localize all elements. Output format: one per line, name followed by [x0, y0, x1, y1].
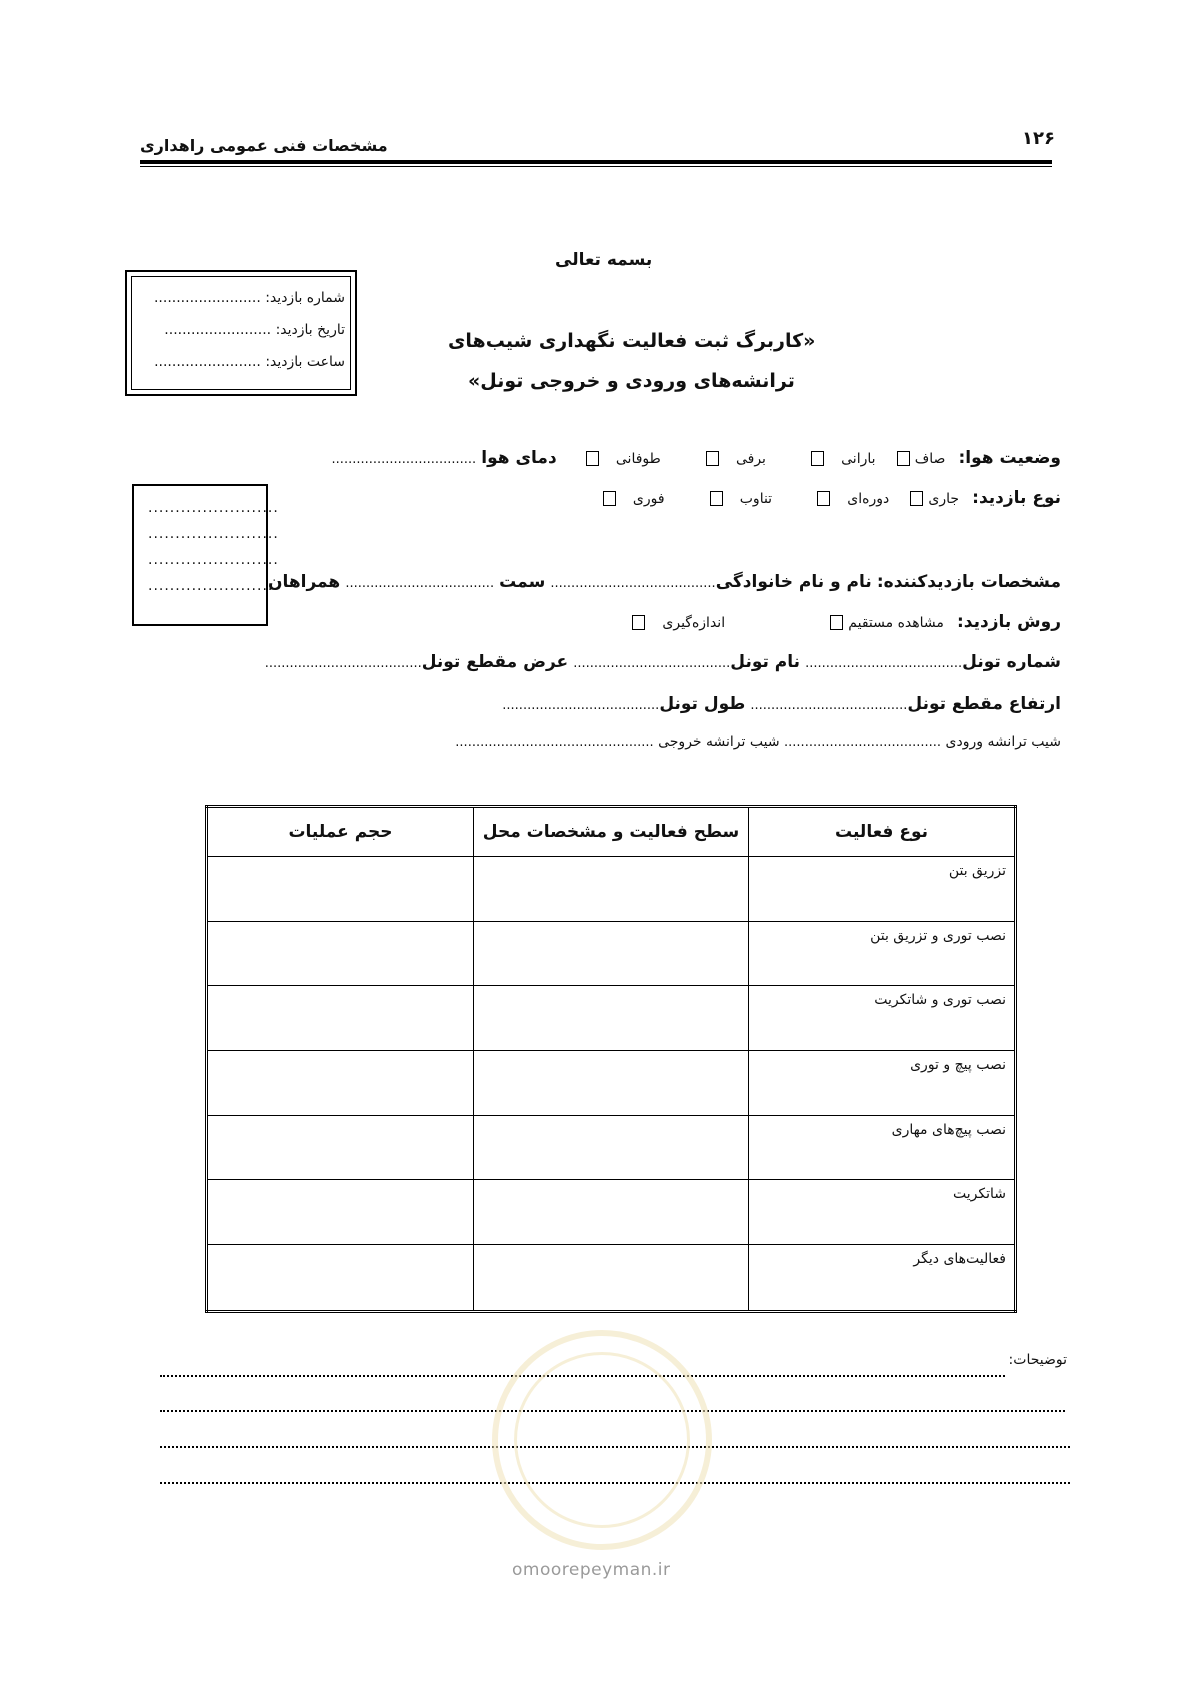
- visit-time-blank[interactable]: ........................: [154, 354, 261, 370]
- weather-row: [332, 448, 1061, 468]
- visit-type-label: نوع بازدید:: [972, 488, 1061, 508]
- tunnel-row-1: [265, 652, 1061, 672]
- operation-volume-cell[interactable]: [207, 921, 474, 986]
- table-row: [207, 1115, 1016, 1180]
- weather-stormy-checkbox[interactable]: [586, 451, 599, 466]
- activity-level-cell[interactable]: [473, 921, 748, 986]
- method-label: روش بازدید:: [956, 612, 1061, 632]
- visit-type-current-checkbox[interactable]: [910, 491, 923, 506]
- visit-date-row: [164, 322, 345, 338]
- weather-label: وضعیت هوا:: [958, 448, 1061, 468]
- watermark-text: omoorepeyman.ir: [512, 1560, 671, 1580]
- visit-type-row: [603, 488, 1061, 508]
- tunnel-height-blank[interactable]: ......................................: [750, 698, 908, 713]
- side-note-line[interactable]: ........................: [148, 578, 279, 594]
- activity-table: [205, 805, 1017, 1313]
- exit-slope-blank[interactable]: ................................................: [455, 735, 654, 750]
- tunnel-width-blank[interactable]: ......................................: [264, 656, 422, 671]
- visit-type-urgent-checkbox[interactable]: [603, 491, 616, 506]
- weather-rainy-checkbox[interactable]: [811, 451, 824, 466]
- inspector-name-blank[interactable]: ........................................: [550, 576, 716, 591]
- method-direct: مشاهده مستقیم: [848, 615, 944, 631]
- page-number: ۱۲۶: [1022, 128, 1055, 149]
- activity-level-cell[interactable]: [473, 1245, 748, 1312]
- activity-name: شاتکریت: [749, 1180, 1016, 1245]
- method-measurement-checkbox[interactable]: [632, 615, 645, 630]
- table-row: [207, 1051, 1016, 1116]
- temperature-label: دمای هوا: [481, 448, 557, 468]
- method-row: [632, 612, 1061, 632]
- visit-time-row: [154, 354, 345, 370]
- side-note-line[interactable]: ........................: [148, 500, 279, 516]
- visit-type-interval-checkbox[interactable]: [710, 491, 723, 506]
- inspector-label: مشخصات بازدیدکننده:: [876, 572, 1061, 592]
- activity-level-cell[interactable]: [473, 1180, 748, 1245]
- entry-slope-label: شیب ترانشه ورودی: [945, 734, 1061, 750]
- visit-info-box: [125, 270, 357, 396]
- watermark-seal: [492, 1330, 712, 1550]
- table-row: [207, 986, 1016, 1051]
- activity-level-cell[interactable]: [473, 986, 748, 1051]
- exit-slope-label: شیب ترانشه خروجی: [658, 734, 780, 750]
- activity-name: تزریق بتن: [749, 857, 1016, 922]
- side-note-line[interactable]: ........................: [148, 552, 279, 568]
- inspector-position-blank[interactable]: ....................................: [345, 576, 495, 591]
- operation-volume-cell[interactable]: [207, 1245, 474, 1312]
- activity-name: نصب توری و تزریق بتن: [749, 921, 1016, 986]
- entry-slope-blank[interactable]: ......................................: [784, 735, 942, 750]
- weather-option-snowy: برفی: [735, 451, 766, 467]
- form-title-line1: «کاربرگ ثبت فعالیت نگهداری شیب‌های: [448, 330, 816, 352]
- visit-number-label: شماره بازدید:: [265, 290, 345, 306]
- notes-label: توضیحات:: [1008, 1352, 1067, 1368]
- table-row: [207, 1180, 1016, 1245]
- table-row: [207, 857, 1016, 922]
- tunnel-height-label: ارتفاع مقطع تونل: [907, 694, 1061, 714]
- operation-volume-cell[interactable]: [207, 1115, 474, 1180]
- slope-row: [455, 734, 1061, 750]
- form-title-line2: ترانشه‌های ورودی و خروجی تونل»: [468, 370, 795, 392]
- weather-snowy-checkbox[interactable]: [706, 451, 719, 466]
- header-activity-level: سطح فعالیت و مشخصات محل: [473, 807, 748, 857]
- header-rule-thin: [140, 166, 1052, 167]
- visit-date-blank[interactable]: ........................: [164, 322, 272, 338]
- visit-type-urgent: فوری: [632, 491, 665, 507]
- inspector-name-label: نام و نام خانوادگی: [715, 572, 872, 592]
- activity-name: فعالیت‌های دیگر: [749, 1245, 1016, 1312]
- tunnel-name-blank[interactable]: ......................................: [573, 656, 731, 671]
- visit-type-interval: تناوب: [739, 491, 773, 507]
- method-direct-checkbox[interactable]: [830, 615, 843, 630]
- visit-type-periodic-checkbox[interactable]: [817, 491, 830, 506]
- table-row: [207, 921, 1016, 986]
- operation-volume-cell[interactable]: [207, 1180, 474, 1245]
- activity-name: نصب پیچ و توری: [749, 1051, 1016, 1116]
- tunnel-width-label: عرض مقطع تونل: [421, 652, 569, 672]
- method-measurement: اندازه‌گیری: [662, 615, 726, 631]
- side-note-line[interactable]: ........................: [148, 526, 279, 542]
- tunnel-number-blank[interactable]: ......................................: [805, 656, 963, 671]
- tunnel-length-label: طول تونل: [659, 694, 746, 714]
- activity-name: نصب پیچ‌های مهاری: [749, 1115, 1016, 1180]
- visit-type-current: جاری: [928, 491, 960, 507]
- tunnel-length-blank[interactable]: ......................................: [502, 698, 660, 713]
- weather-option-rainy: بارانی: [841, 451, 876, 467]
- visit-number-row: [154, 290, 345, 306]
- table-row: [207, 1245, 1016, 1312]
- side-note-box: [132, 484, 279, 626]
- basmala: بسمه تعالی: [555, 250, 653, 270]
- visit-type-periodic: دوره‌ای: [847, 491, 890, 507]
- header-activity-type: نوع فعالیت: [749, 807, 1016, 857]
- activity-level-cell[interactable]: [473, 1051, 748, 1116]
- inspector-companions-label: همراهان: [267, 572, 341, 592]
- tunnel-name-label: نام تونل: [730, 652, 801, 672]
- visit-number-blank[interactable]: ........................: [153, 290, 261, 306]
- activity-level-cell[interactable]: [473, 857, 748, 922]
- inspector-row: [268, 572, 1061, 592]
- weather-option-stormy: طوفانی: [615, 451, 661, 467]
- weather-option-clear: صاف: [914, 451, 946, 467]
- activity-name: نصب توری و شاتکریت: [749, 986, 1016, 1051]
- temperature-blank[interactable]: ...................................: [331, 452, 477, 467]
- header-operation-volume: حجم عملیات: [207, 807, 474, 857]
- table-header-row: [207, 807, 1016, 857]
- inspector-position-label: سمت: [499, 572, 546, 592]
- operation-volume-cell[interactable]: [207, 986, 474, 1051]
- visit-time-label: ساعت بازدید:: [265, 354, 345, 370]
- tunnel-number-label: شماره تونل: [962, 652, 1061, 672]
- visit-date-label: تاریخ بازدید:: [275, 322, 345, 338]
- operation-volume-cell[interactable]: [207, 1051, 474, 1116]
- header-rule: [140, 160, 1052, 164]
- operation-volume-cell[interactable]: [207, 857, 474, 922]
- tunnel-row-2: [502, 694, 1061, 714]
- running-title: مشخصات فنی عمومی راهداری: [140, 136, 388, 155]
- activity-level-cell[interactable]: [473, 1115, 748, 1180]
- weather-clear-checkbox[interactable]: [897, 451, 910, 466]
